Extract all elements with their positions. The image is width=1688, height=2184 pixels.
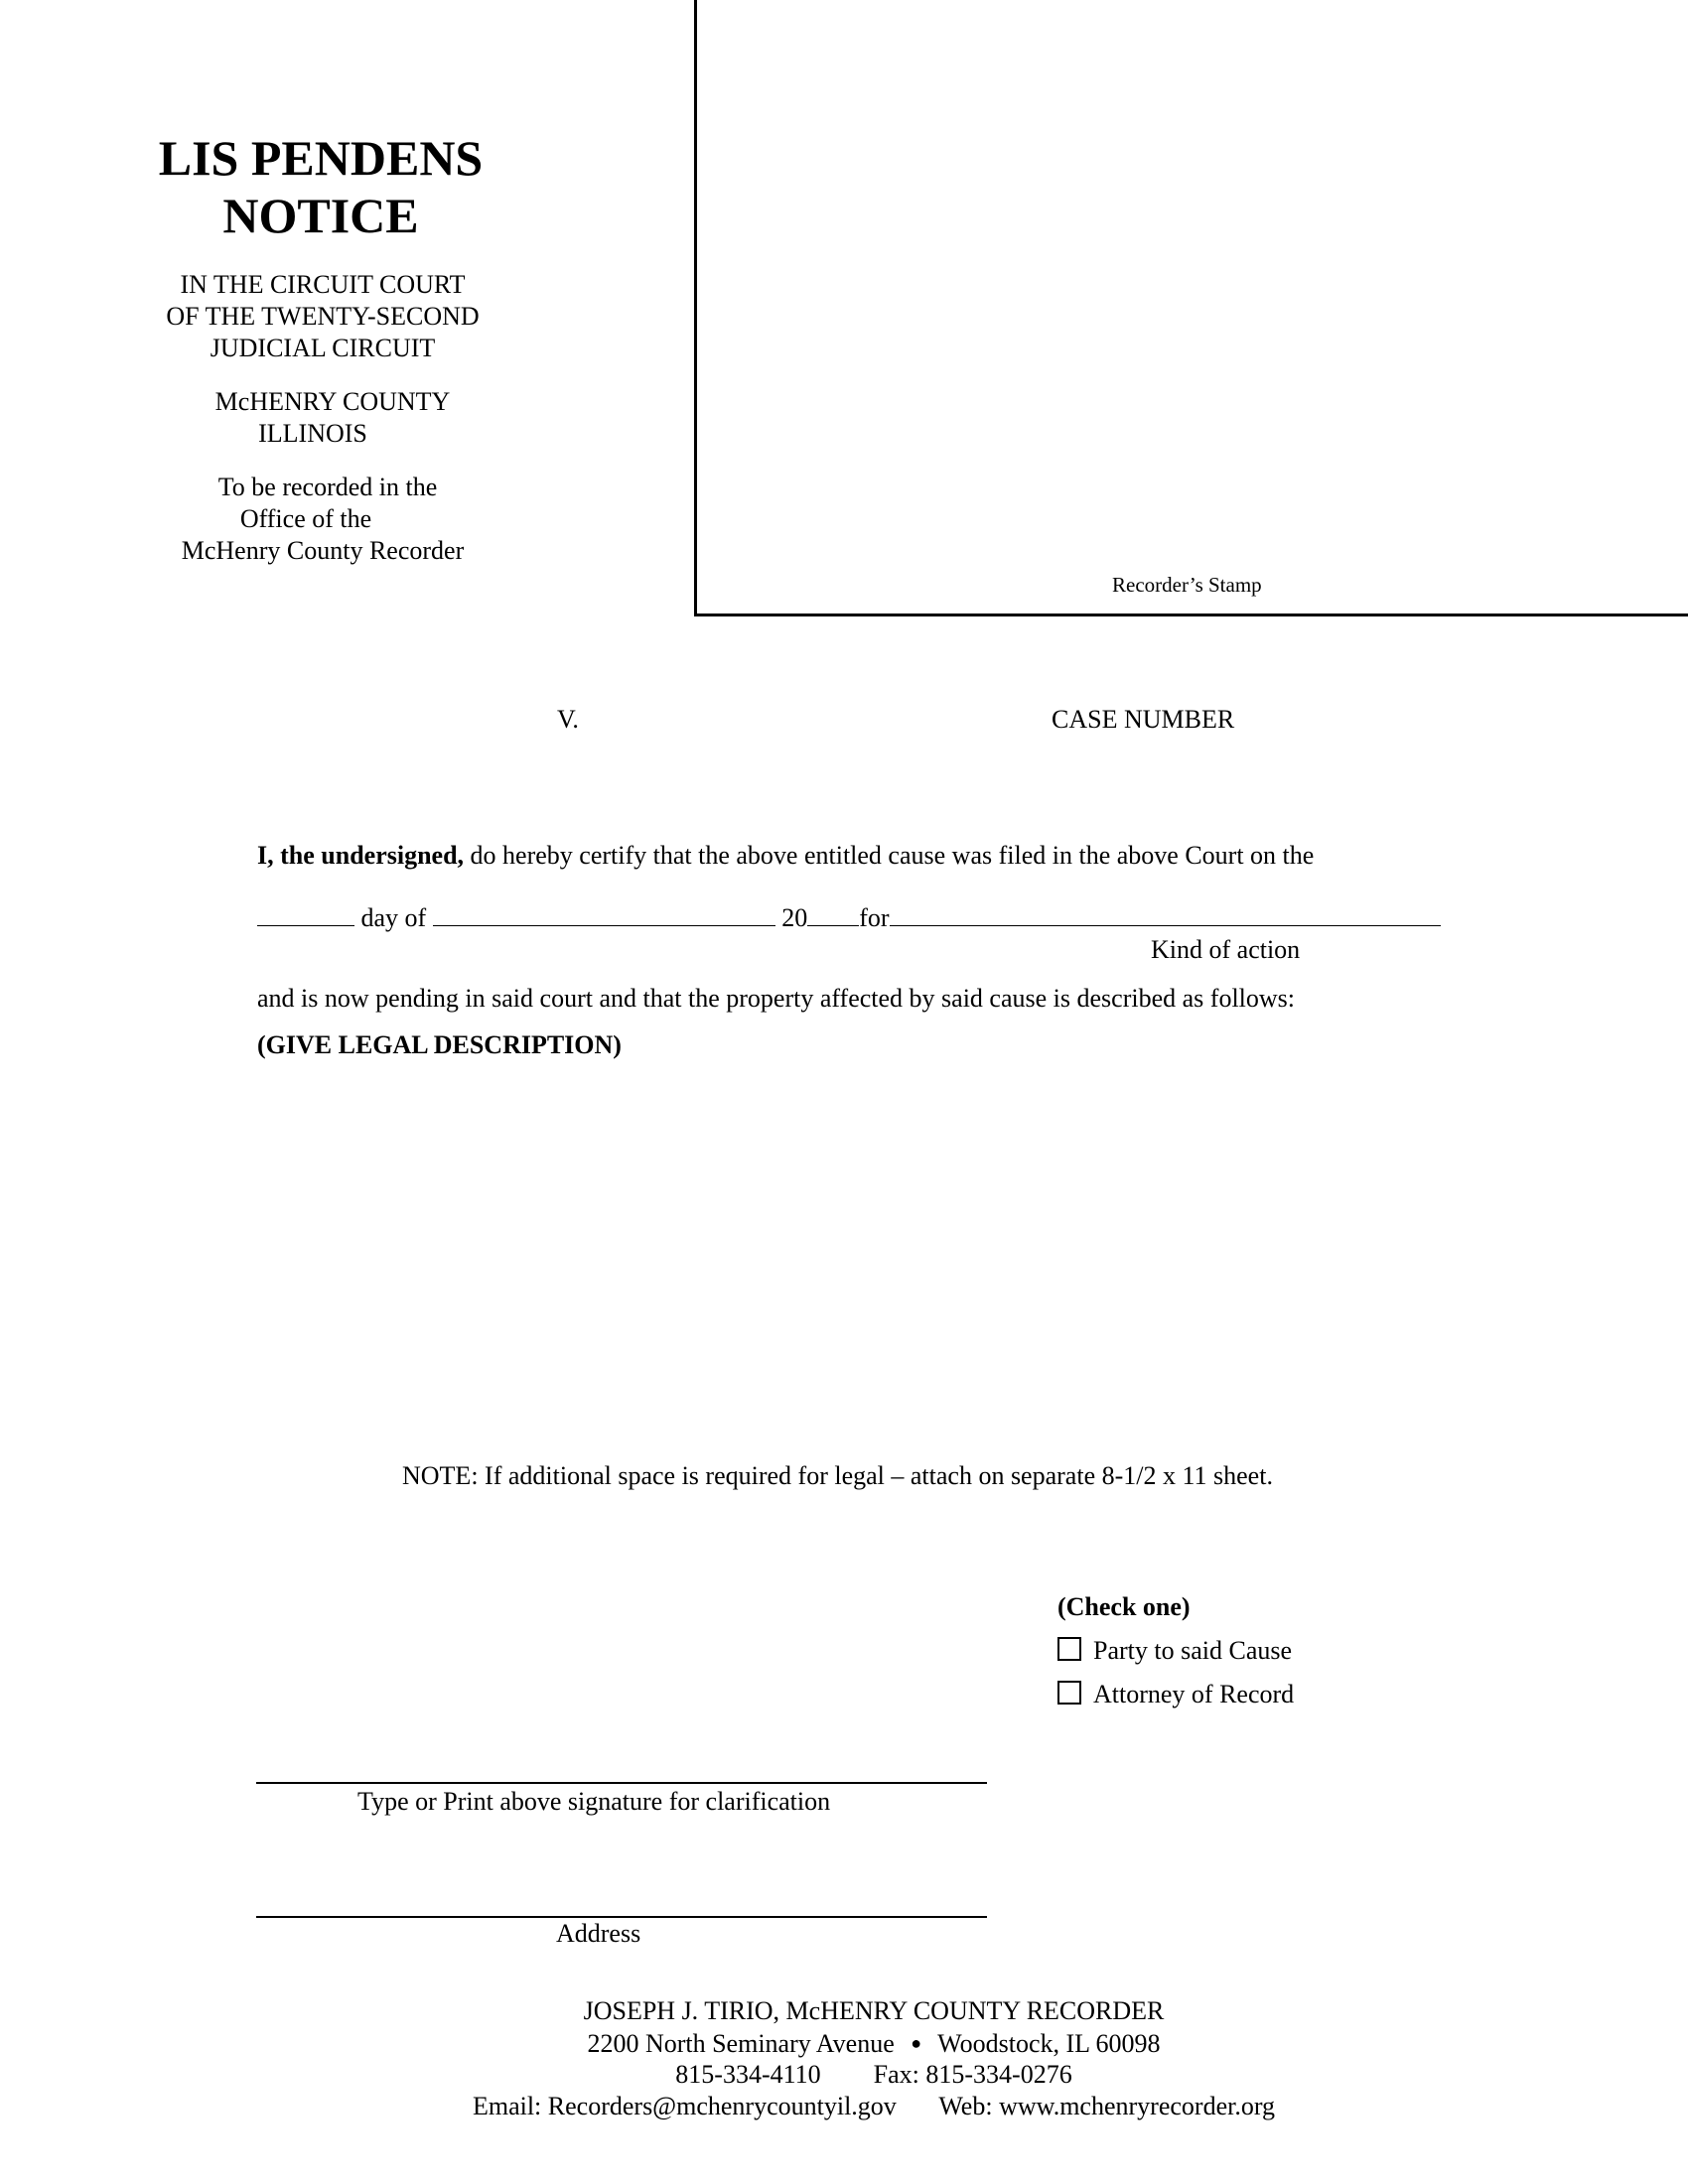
print-name-label: Type or Print above signature for clarification — [357, 1787, 831, 1816]
record-instruction-line2: Office of the — [239, 504, 372, 533]
record-instruction-line1: To be recorded in the — [217, 473, 438, 501]
record-instruction-line3: McHenry County Recorder — [181, 536, 465, 565]
footer-email[interactable]: Email: Recorders@mchenrycountyil.gov — [472, 2092, 897, 2120]
year-blank[interactable] — [807, 903, 859, 926]
footer-city: Woodstock, IL 60098 — [937, 2029, 1161, 2058]
footer-contact — [348, 2091, 1400, 2122]
footer-street: 2200 North Seminary Avenue — [587, 2029, 895, 2058]
address-line[interactable] — [256, 1916, 987, 1918]
year-prefix-label: 20 — [781, 903, 808, 932]
recorders-stamp-box — [694, 0, 1688, 616]
check-one-heading: (Check one) — [1057, 1592, 1191, 1621]
document-title-line2: NOTICE — [222, 188, 419, 243]
certification-line1 — [257, 841, 1314, 871]
footer-web[interactable]: Web: www.mchenryrecorder.org — [938, 2092, 1276, 2120]
party-checkbox[interactable] — [1057, 1637, 1081, 1661]
bullet-icon: ● — [911, 2033, 922, 2053]
legal-description-area[interactable] — [257, 1072, 1449, 1439]
legal-space-note: NOTE: If additional space is required for legal – attach on separate 8-1/2 x 11 sheet. — [402, 1461, 1273, 1490]
certification-bold-lead: I, the undersigned, — [257, 841, 465, 870]
party-label: Party to said Cause — [1093, 1636, 1293, 1665]
month-blank[interactable] — [433, 903, 775, 926]
court-name-line2: OF THE TWENTY-SECOND — [166, 302, 480, 331]
kind-of-action-label: Kind of action — [1151, 935, 1301, 964]
print-name-signature-line[interactable] — [256, 1782, 987, 1784]
county-line2: ILLINOIS — [258, 419, 367, 448]
legal-description-heading: (GIVE LEGAL DESCRIPTION) — [257, 1030, 622, 1059]
certification-line1-text: do hereby certify that the above entitled cause was filed in the above Court on the — [464, 841, 1315, 870]
kind-of-action-blank[interactable] — [890, 903, 1441, 926]
day-of-label: day of — [360, 903, 427, 932]
court-name-line3: JUDICIAL CIRCUIT — [210, 334, 436, 362]
footer-phone: 815-334-4110 — [675, 2060, 821, 2089]
footer-address — [348, 2027, 1400, 2060]
filing-date-line — [257, 903, 1441, 933]
option-attorney-of-record[interactable] — [1057, 1680, 1294, 1709]
attorney-label: Attorney of Record — [1093, 1680, 1295, 1708]
document-title-line1: LIS PENDENS — [158, 130, 484, 186]
recorders-stamp-label: Recorder’s Stamp — [1112, 573, 1262, 597]
for-label: for — [859, 903, 890, 932]
footer-phone-fax — [348, 2059, 1400, 2091]
certification-line3: and is now pending in said court and that the property affected by said cause is described as follows: — [257, 984, 1296, 1013]
day-blank[interactable] — [257, 903, 354, 926]
option-party-to-said-cause[interactable] — [1057, 1636, 1292, 1666]
county-line1: McHENRY COUNTY — [214, 387, 451, 416]
footer-recorder-name: JOSEPH J. TIRIO, McHENRY COUNTY RECORDER — [583, 1996, 1165, 2025]
footer-fax: Fax: 815-334-0276 — [873, 2060, 1072, 2089]
versus-label: V. — [557, 705, 579, 734]
address-label: Address — [556, 1919, 641, 1948]
attorney-checkbox[interactable] — [1057, 1681, 1081, 1705]
court-name-line1: IN THE CIRCUIT COURT — [180, 270, 466, 299]
case-number-label: CASE NUMBER — [1052, 705, 1235, 734]
